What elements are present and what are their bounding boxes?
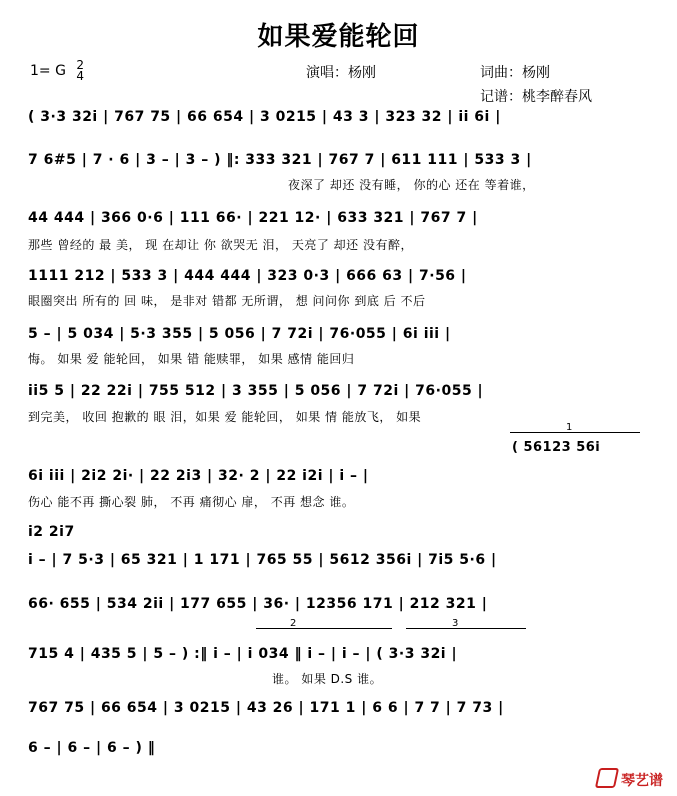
time-numerator: 2 (76, 58, 85, 72)
composer-credit: 词曲：杨刚 (480, 65, 550, 81)
ossia-row-2: i2 2i7 (28, 524, 75, 540)
score-row-4: 1111 212 | 533 3 | 444 444 | 323 0·3 | 666 63 | 7·56 | (28, 268, 467, 284)
time-denominator: 4 (76, 69, 85, 83)
watermark-text: 琴艺谱 (621, 773, 663, 789)
score-row-5: 5 – | 5 034 | 5·3 355 | 5 056 | 7 72i | 76·055 | 6i iii | (28, 326, 451, 342)
singer-credit: 演唱：杨刚 (306, 65, 376, 81)
volta-3-bracket (406, 628, 526, 633)
lyrics-row-3: 那些 曾经的 最 美， 现 在却让 你 欲哭无 泪， 天亮了 却还 没有醉， (28, 238, 413, 252)
volta-2-bracket (256, 628, 392, 633)
score-row-2: 7 6#5 | 7 · 6 | 3 – | 3 – ) ‖: 333 321 | 767 7 | 611 111 | 533 3 | (28, 152, 532, 168)
score-row-12: 6 – | 6 – | 6 – ) ‖ (28, 740, 156, 756)
logo-icon (595, 768, 619, 788)
score-row-7: 6i iii | 2i2 2i· | 22 2i3 | 32· 2 | 22 i2i | i – | (28, 468, 369, 484)
lyrics-row-2: 夜深了 却还 没有睡， 你的心 还在 等着谁， (288, 178, 535, 192)
volta-1-bracket (510, 432, 640, 437)
lyrics-row-6: 到完美， 收回 抱歉的 眼 泪，如果 爱 能轮回， 如果 情 能放飞， 如果 (28, 410, 422, 424)
lyrics-row-4: 眼圈突出 所有的 回 味， 是非对 错都 无所谓， 想 问问你 到底 后 不后 (28, 294, 426, 308)
watermark-logo (597, 768, 663, 790)
transcriber-credit: 记谱：桃李醉春风 (480, 89, 592, 105)
score-row-11: 767 75 | 66 654 | 3 0215 | 43 26 | 171 1 | 6 6 | 7 7 | 7 73 | (28, 700, 504, 716)
ossia-notes: ( 56123 56i (512, 440, 601, 455)
score-row-6: ii5 5 | 22 22i | 755 512 | 3 355 | 5 056 | 7 72i | 76·055 | (28, 383, 484, 399)
key-signature (30, 60, 84, 82)
score-row-8: i – | 7 5·3 | 65 321 | 1 171 | 765 55 | 5612 356i | 7i5 5·6 | (28, 552, 497, 568)
lyrics-row-10: 谁。 如果 D.S 谁。 (272, 672, 383, 686)
lyrics-row-5: 悔。 如果 爱 能轮回， 如果 错 能赎罪， 如果 感情 能回归 (28, 352, 355, 366)
volta-3-label: 3 (452, 618, 459, 629)
score-row-9: 66· 655 | 534 2ii | 177 655 | 36· | 12356 171 | 212 321 | (28, 596, 488, 612)
volta-1-label: 1 (566, 422, 573, 433)
volta-2-label: 2 (290, 618, 297, 629)
lyrics-row-7: 伤心 能不再 撕心裂 肺， 不再 痛彻心 扉， 不再 想念 谁。 (28, 495, 355, 509)
score-row-3: 44 444 | 366 0·6 | 111 66· | 221 12· | 633 321 | 767 7 | (28, 210, 478, 226)
score-row-10: 715 4 | 435 5 | 5 – ) :‖ i – | i 034 ‖ i – | i – | ( 3·3 32i | (28, 646, 458, 662)
key-label: 1= G (30, 63, 66, 79)
score-row-1: ( 3·3 32i | 767 75 | 66 654 | 3 0215 | 43 3 | 323 32 | ii 6i | (28, 109, 501, 125)
page-title: 如果爱能轮回 (257, 22, 420, 52)
